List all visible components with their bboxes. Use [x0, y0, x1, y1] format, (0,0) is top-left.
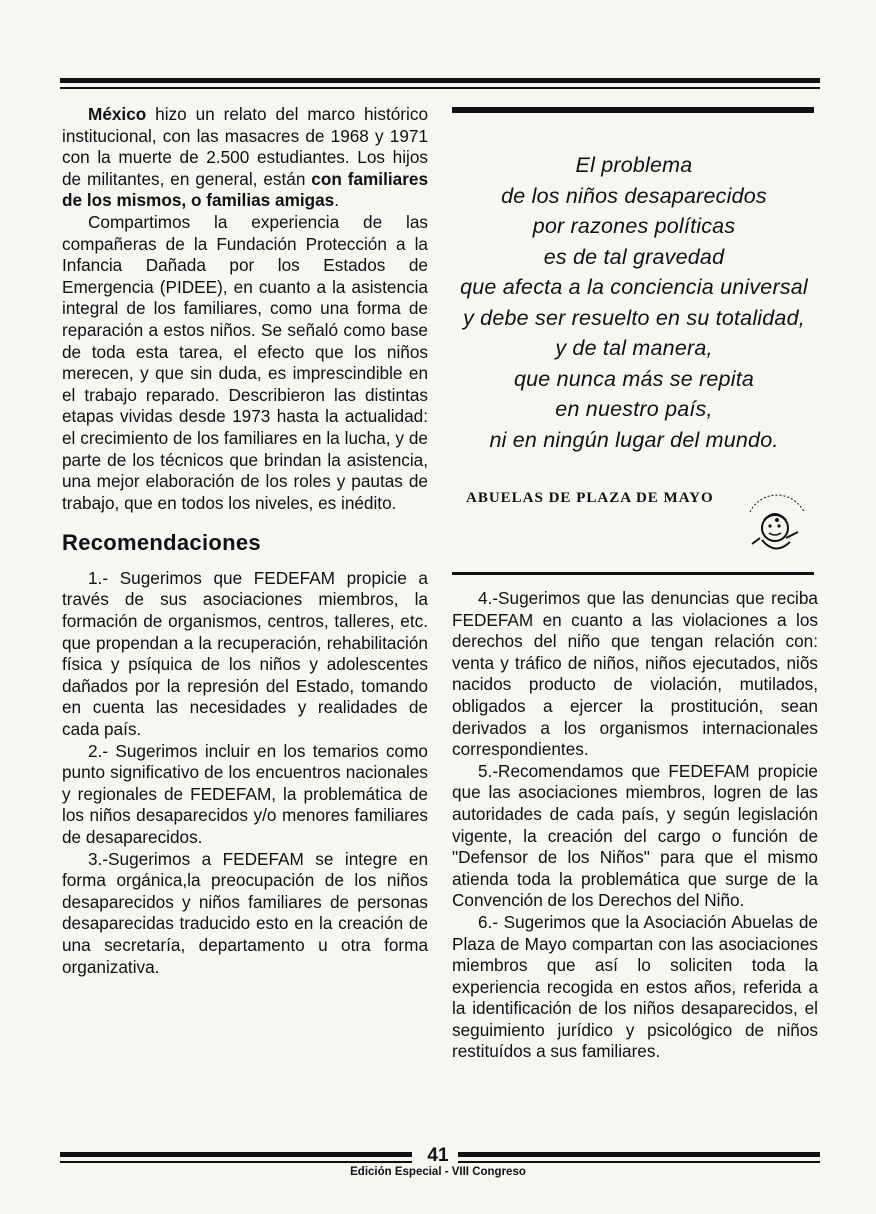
quote-signature: ABUELAS DE PLAZA DE MAYO	[466, 490, 714, 506]
pull-quote	[448, 150, 820, 455]
quote-line: y debe ser resuelto en su totalidad,	[463, 305, 805, 330]
mexico-paragraph: México hizo un relato del marco histórico institucional, con las masacres de 1968 y 1971 con la muerte de 2.500 estudiantes. Los hijos de militantes, en general, están con familiares de los mismos, o familias amigas.	[62, 104, 428, 211]
quote-line: que afecta a la conciencia universal	[460, 275, 808, 299]
recommendation-2: 2.- Sugerimos incluir en los temarios como punto significativo de los encuentros nacionales y regionales de FEDEFAM, la problemática de los niños desaparecidos y/o menores familiares de desaparecidos.	[62, 740, 428, 847]
recommendation-4: 4.-Sugerimos que las denuncias que reciba FEDEFAM en cuanto a las violaciones a los derechos del niño que tengan relación con: venta y tráfico de niños, niños ejecutados, niõs nacidos producto de violación, mutilados, obligados a ejercer la prostitución, sean derivados a los organismos internacionales correspondientes.	[452, 588, 818, 760]
quote-line: y de tal manera,	[555, 336, 713, 360]
mexico-emphasis: con familiares de los mismos, o familias amigas	[62, 168, 428, 211]
quote-box-rule	[452, 107, 814, 113]
left-column	[62, 104, 428, 978]
page-number: 41	[427, 1145, 449, 1166]
mexico-lead: México	[88, 104, 147, 124]
footer-text: Edición Especial - VIII Congreso	[350, 1166, 526, 1178]
quote-line: ni en ningún lugar del mundo.	[489, 427, 779, 452]
recommendation-5: 5.-Recomendamos que FEDEFAM propicie que las asociaciones miembros, logren de las autoridades de cada país, y según legislación vigente, la creación del cargo o función de "Defensor de los Niños" para que el mismo atienda toda la problemática que surge de la Convención de los Derechos del Niño.	[452, 760, 818, 911]
recommendation-3: 3.-Sugerimos a FEDEFAM se integre en forma orgánica,la preocupación de los niños desaparecidos y niños familiares de personas desaparecidas traducido esto en la creación de una secretaría, departamento u otra forma organizativa.	[62, 848, 428, 977]
recommendation-1: 1.- Sugerimos que FEDEFAM propicie a través de sus asociaciones miembros, la formación de organismos, centros, talleres, etc. que propendan a la recuperación, rehabilitación física y psíquica de los niños y adolescentes dañados por la represión del Estado, tomando en cuenta las necesidades y realidades de cada país.	[62, 567, 428, 740]
top-rule-thin	[60, 87, 820, 89]
quote-line: de los niños desaparecidos	[501, 183, 767, 208]
quote-line: que nunca más se repita	[513, 366, 755, 391]
quote-line: en nuestro país,	[555, 397, 713, 421]
quote-line: El problema	[575, 153, 693, 177]
right-column-rule	[452, 572, 814, 575]
abuelas-logo-icon	[742, 490, 812, 562]
right-column	[452, 588, 818, 1063]
quote-line: por razones políticas	[532, 214, 736, 238]
recommendation-6: 6.- Sugerimos que la Asociación Abuelas de Plaza de Mayo compartan con las asociaciones miembros que así lo soliciten toda la experiencia recogida en estos años, referida a la identificación de los niños desaparecidos, el seguimiento jurídico y psicológico de niños restituídos a sus familiares.	[452, 911, 818, 1062]
recommendations-heading: Recomendaciones	[62, 530, 261, 556]
quote-line: es de tal gravedad	[543, 244, 725, 269]
top-rule-thick	[60, 78, 820, 83]
pidee-paragraph: Compartimos la experiencia de las compañeras de la Fundación Protección a la Infancia Dañada por los Estados de Emergencia (PIDEE), en cuanto a la asistencia integral de los familiares, como una forma de reparación a estos niños. Se señaló como base de toda esta tarea, el efecto que los niños merecen, y que sin duda, es imprescindible en el trabajo reparado. Describieron las distintas etapas vividas desde 1973 hasta la actualidad: el crecimiento de los familiares en la lucha, y de parte de los técnicos que brindan la asistencia, una mejor elaboración de los roles y pautas de trabajo, que en todos los niveles, es inédito.	[62, 211, 428, 513]
